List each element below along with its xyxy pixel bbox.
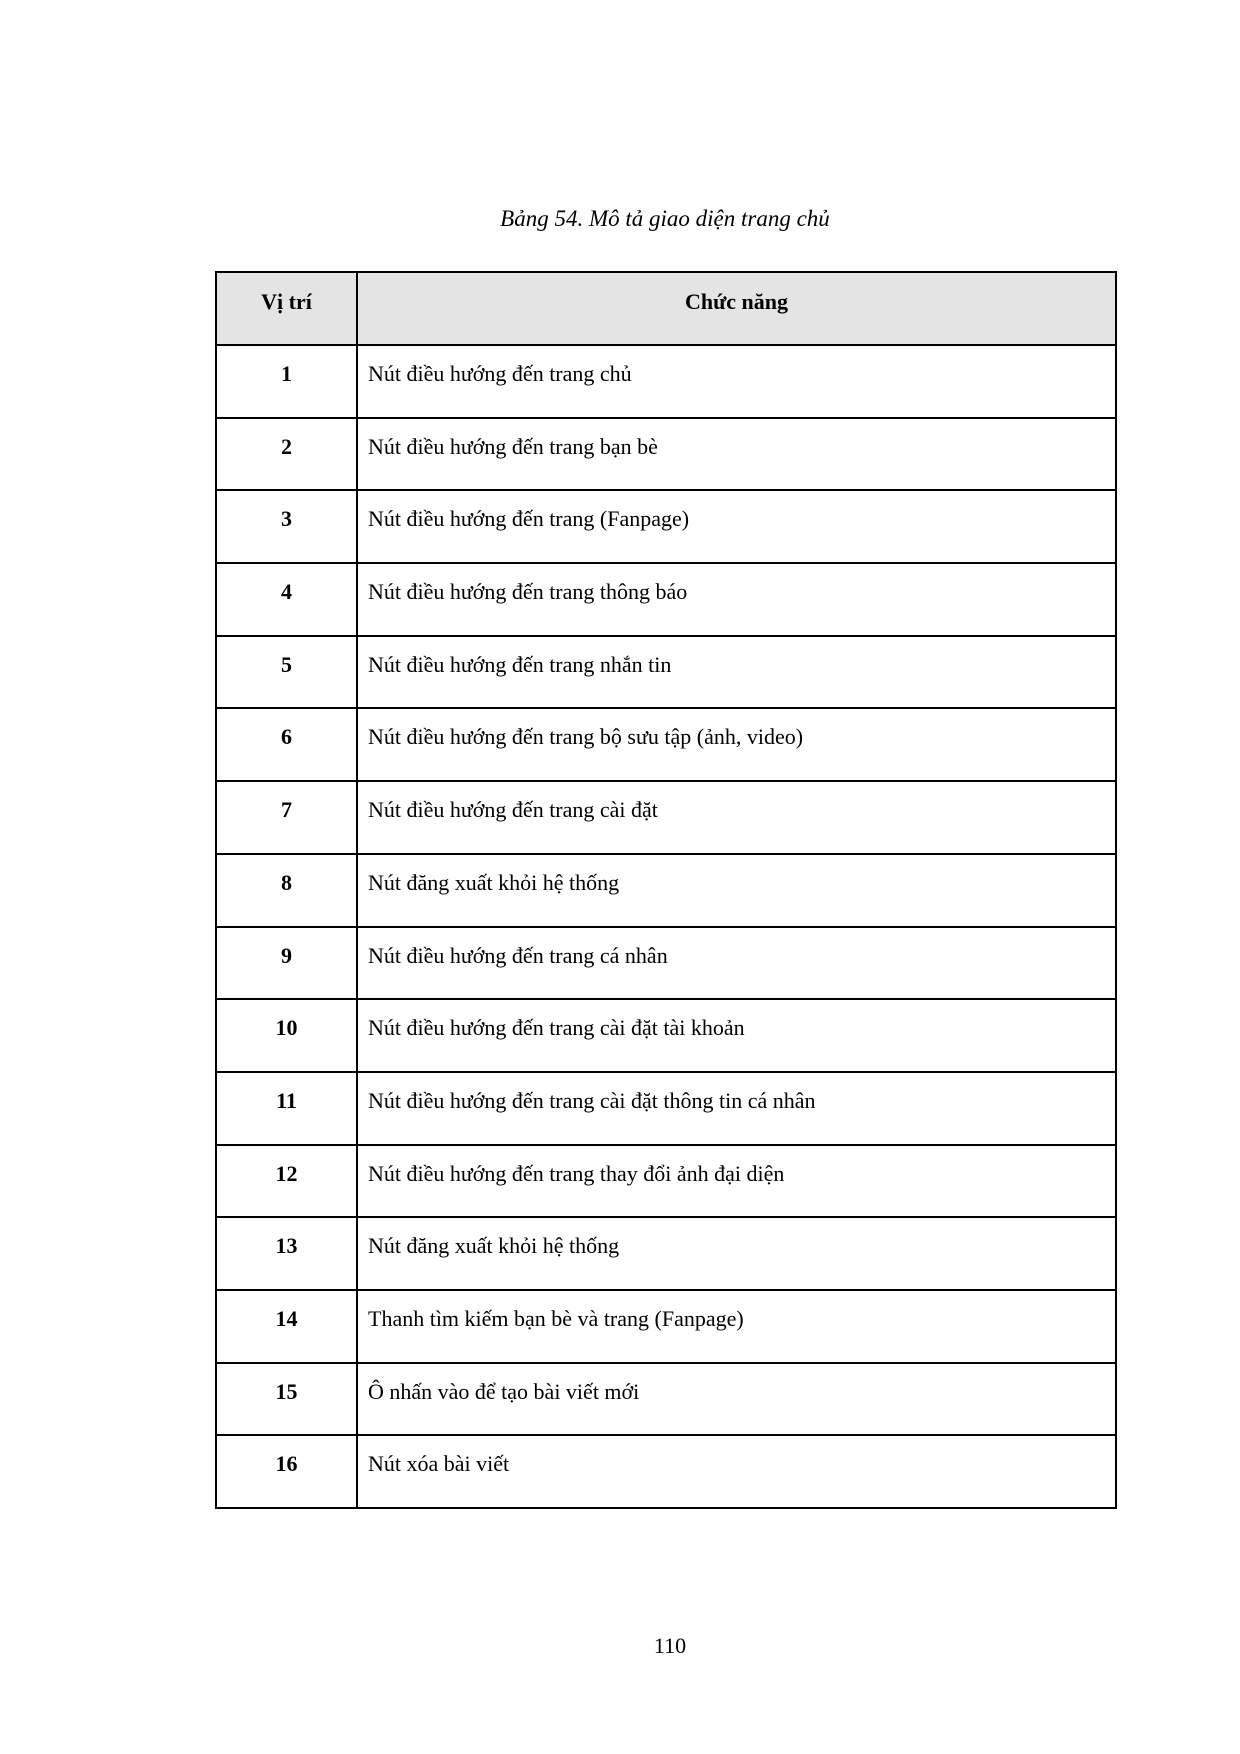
table-header-row	[216, 272, 1116, 345]
row-position: 3	[216, 490, 357, 563]
row-function: Nút điều hướng đến trang bạn bè	[357, 418, 1116, 491]
row-function: Nút điều hướng đến trang thông báo	[357, 563, 1116, 636]
table-row	[216, 927, 1116, 1000]
table-row	[216, 345, 1116, 418]
table-row	[216, 1145, 1116, 1218]
table-row	[216, 781, 1116, 854]
row-function: Nút xóa bài viết	[357, 1435, 1116, 1508]
row-position: 15	[216, 1363, 357, 1436]
row-function: Nút điều hướng đến trang cài đặt thông tin cá nhân	[357, 1072, 1116, 1145]
row-position: 8	[216, 854, 357, 927]
table-row	[216, 1363, 1116, 1436]
table-row	[216, 999, 1116, 1072]
table-row	[216, 418, 1116, 491]
table-row	[216, 854, 1116, 927]
row-position: 11	[216, 1072, 357, 1145]
row-function: Ô nhấn vào để tạo bài viết mới	[357, 1363, 1116, 1436]
row-function: Nút điều hướng đến trang cá nhân	[357, 927, 1116, 1000]
row-position: 13	[216, 1217, 357, 1290]
row-function: Thanh tìm kiếm bạn bè và trang (Fanpage)	[357, 1290, 1116, 1363]
row-function: Nút đăng xuất khỏi hệ thống	[357, 854, 1116, 927]
row-position: 5	[216, 636, 357, 709]
table-row	[216, 1072, 1116, 1145]
row-function: Nút điều hướng đến trang cài đặt tài khoản	[357, 999, 1116, 1072]
table-row	[216, 636, 1116, 709]
table-row	[216, 1435, 1116, 1508]
row-position: 4	[216, 563, 357, 636]
table-row	[216, 1217, 1116, 1290]
row-position: 12	[216, 1145, 357, 1218]
page-number: 110	[653, 1633, 687, 1658]
row-function: Nút điều hướng đến trang (Fanpage)	[357, 490, 1116, 563]
row-position: 16	[216, 1435, 357, 1508]
table-row	[216, 563, 1116, 636]
row-position: 9	[216, 927, 357, 1000]
row-function: Nút điều hướng đến trang nhắn tin	[357, 636, 1116, 709]
row-position: 7	[216, 781, 357, 854]
row-function: Nút đăng xuất khỏi hệ thống	[357, 1217, 1116, 1290]
row-position: 6	[216, 708, 357, 781]
header-function: Chức năng	[357, 272, 1116, 345]
row-function: Nút điều hướng đến trang cài đặt	[357, 781, 1116, 854]
row-position: 10	[216, 999, 357, 1072]
row-function: Nút điều hướng đến trang bộ sưu tập (ảnh, video)	[357, 708, 1116, 781]
row-position: 14	[216, 1290, 357, 1363]
table-caption: Bảng 54. Mô tả giao diện trang chủ	[500, 206, 830, 231]
row-function: Nút điều hướng đến trang chủ	[357, 345, 1116, 418]
row-position: 1	[216, 345, 357, 418]
header-position: Vị trí	[216, 272, 357, 345]
row-function: Nút điều hướng đến trang thay đổi ảnh đại diện	[357, 1145, 1116, 1218]
interface-description-table	[215, 271, 1117, 1509]
table-row	[216, 1290, 1116, 1363]
table-row	[216, 490, 1116, 563]
row-position: 2	[216, 418, 357, 491]
table-row	[216, 708, 1116, 781]
